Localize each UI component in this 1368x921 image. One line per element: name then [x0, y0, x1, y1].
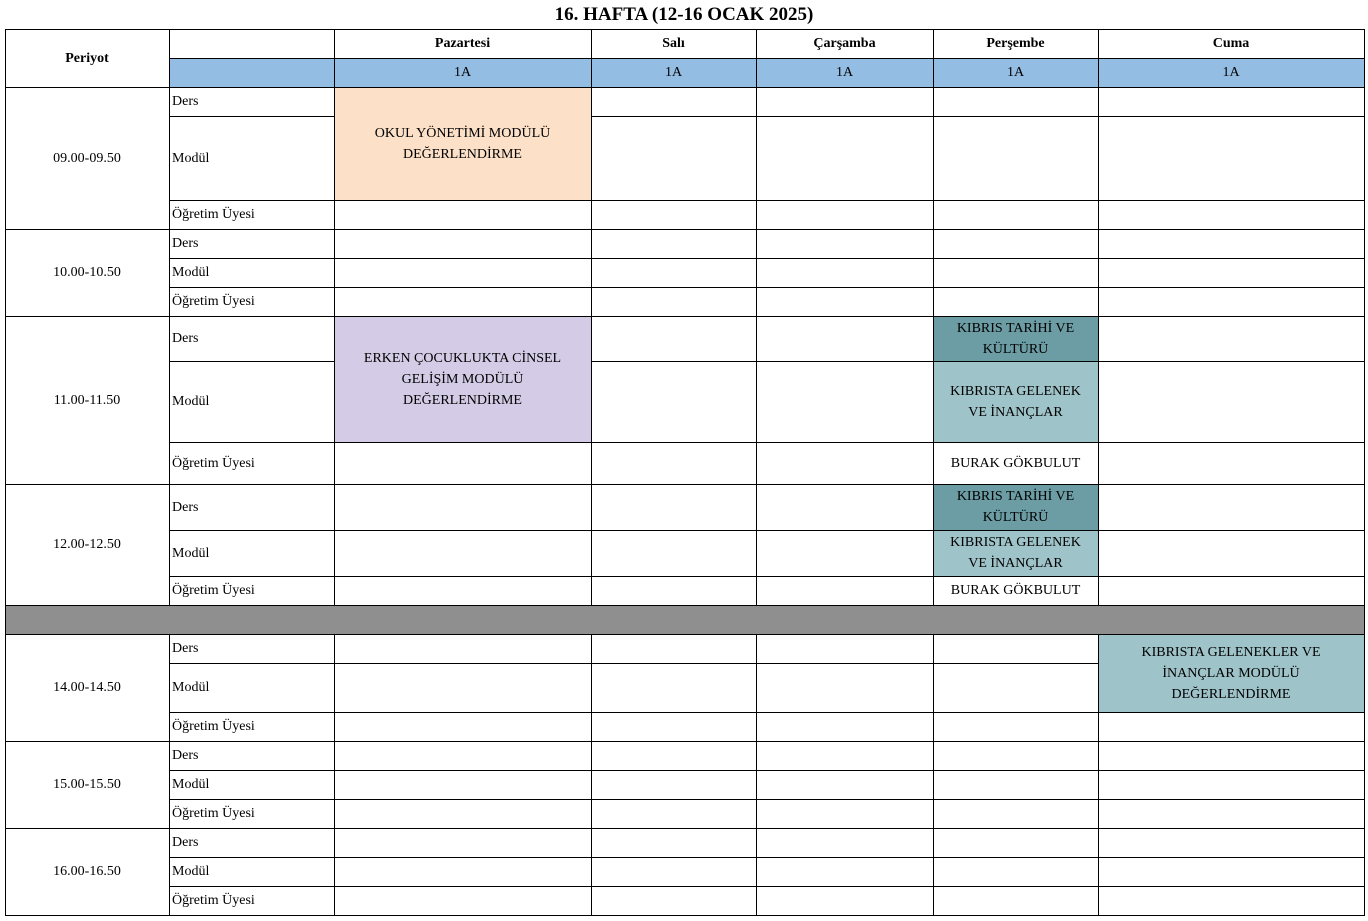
grid-line: [1098, 116, 1365, 117]
row-label-ogretim-uyesi: Öğretim Üyesi: [172, 719, 255, 734]
grid-line: [756, 361, 934, 362]
grid-line: [1098, 799, 1365, 800]
grid-line: [5, 87, 1365, 88]
grid-line: [5, 316, 6, 485]
grid-line: [756, 663, 934, 664]
grid-line: [169, 229, 170, 317]
grid-line: [334, 200, 592, 201]
period-label: 12.00-12.50: [53, 537, 121, 552]
grid-line: [933, 770, 1099, 771]
period-label: 14.00-14.50: [53, 680, 121, 695]
grid-line: [591, 258, 757, 259]
event-kibris-tarihi[interactable]: KIBRIS TARİHİ VE KÜLTÜRÜ: [933, 316, 1098, 361]
grid-line: [1098, 484, 1099, 606]
grid-line: [933, 361, 1099, 362]
grid-line: [1098, 29, 1099, 88]
grid-line: [169, 287, 335, 288]
grid-line: [933, 530, 1099, 531]
class-label-1: 1A: [334, 58, 591, 87]
grid-line: [591, 530, 757, 531]
grid-line: [1098, 741, 1099, 829]
grid-line: [334, 828, 335, 916]
grid-line: [334, 316, 335, 485]
grid-line: [933, 663, 1099, 664]
day-header-4: Perşembe: [986, 36, 1045, 51]
grid-line: [1098, 87, 1099, 230]
grid-line: [933, 712, 1099, 713]
grid-line: [169, 87, 170, 230]
grid-line: [933, 484, 934, 606]
grid-line: [1364, 634, 1365, 742]
grid-line: [169, 316, 170, 485]
grid-line: [334, 576, 592, 577]
grid-line: [334, 287, 592, 288]
event-okul-yonetimi[interactable]: OKUL YÖNETİMİ MODÜLÜ DEĞERLENDİRME: [334, 87, 591, 200]
grid-line: [1098, 200, 1365, 201]
grid-line: [756, 87, 757, 230]
grid-line: [334, 857, 592, 858]
grid-line: [1098, 442, 1365, 443]
grid-line: [5, 484, 1365, 485]
grid-line: [933, 116, 1099, 117]
grid-line: [169, 828, 170, 916]
grid-line: [591, 87, 592, 230]
period-label: 11.00-11.50: [53, 392, 121, 408]
grid-line: [591, 442, 757, 443]
row-label-ders: Ders: [172, 236, 199, 251]
row-label-ogretim-uyesi: Öğretim Üyesi: [172, 583, 255, 598]
grid-line: [591, 29, 592, 88]
grid-line: [1098, 634, 1099, 742]
grid-line: [591, 316, 592, 485]
grid-line: [5, 828, 6, 916]
grid-line: [933, 442, 1099, 443]
grid-line: [591, 741, 592, 829]
grid-line: [5, 484, 6, 606]
grid-line: [756, 712, 934, 713]
row-label-modul: Modül: [172, 777, 210, 792]
grid-line: [591, 663, 757, 664]
grid-line: [1098, 712, 1365, 713]
grid-line: [334, 29, 335, 88]
grid-line: [334, 886, 592, 887]
grid-line: [5, 29, 1365, 30]
grid-line: [334, 799, 592, 800]
grid-line: [334, 258, 592, 259]
grid-line: [169, 663, 335, 664]
grid-line: [5, 605, 6, 635]
grid-line: [5, 229, 1365, 230]
grid-line: [1098, 258, 1365, 259]
grid-line: [933, 576, 1099, 577]
grid-line: [1364, 29, 1365, 88]
grid-line: [591, 799, 757, 800]
grid-line: [591, 886, 757, 887]
day-header-2: Salı: [662, 36, 685, 51]
grid-line: [5, 634, 6, 742]
header-blue-band: [169, 58, 334, 87]
grid-line: [1098, 828, 1099, 916]
grid-line: [1364, 484, 1365, 606]
grid-line: [756, 29, 757, 88]
lunch-break-row: [5, 605, 1364, 634]
grid-line: [591, 634, 592, 742]
grid-line: [1098, 316, 1099, 485]
grid-line: [5, 605, 1365, 606]
grid-line: [169, 741, 170, 829]
grid-line: [169, 58, 1365, 59]
grid-line: [591, 116, 757, 117]
grid-line: [334, 712, 592, 713]
grid-line: [1098, 287, 1365, 288]
grid-line: [756, 576, 934, 577]
class-label-5: 1A: [1098, 58, 1364, 87]
period-label: 10.00-10.50: [53, 265, 121, 280]
grid-line: [933, 258, 1099, 259]
grid-line: [591, 200, 757, 201]
grid-line: [933, 886, 1099, 887]
grid-line: [169, 530, 335, 531]
grid-line: [933, 287, 1099, 288]
grid-line: [933, 87, 934, 230]
grid-line: [756, 116, 934, 117]
grid-line: [756, 770, 934, 771]
day-header-3: Çarşamba: [813, 36, 876, 51]
event-erken-cocukluk[interactable]: ERKEN ÇOCUKLUKTA CİNSEL GELİŞİM MODÜLÜ DEĞERLENDİRME: [334, 316, 591, 442]
grid-line: [591, 287, 757, 288]
grid-line: [756, 484, 757, 606]
row-label-ders: Ders: [172, 748, 199, 763]
grid-line: [591, 770, 757, 771]
grid-line: [1098, 229, 1099, 317]
row-label-modul: Modül: [172, 864, 210, 879]
grid-line: [1098, 857, 1365, 858]
row-label-modul: Modül: [172, 394, 210, 409]
grid-line: [169, 484, 170, 606]
grid-line: [756, 287, 934, 288]
grid-line: [933, 634, 934, 742]
grid-line: [756, 530, 934, 531]
day-header-5: Cuma: [1212, 36, 1250, 51]
grid-line: [1364, 741, 1365, 829]
grid-line: [756, 799, 934, 800]
grid-line: [169, 361, 335, 362]
event-kibrista-gelenek[interactable]: KIBRISTA GELENEK VE İNANÇLAR: [933, 361, 1098, 442]
day-header-1: Pazartesi: [434, 36, 491, 51]
grid-line: [334, 663, 592, 664]
grid-line: [591, 828, 592, 916]
grid-line: [756, 316, 757, 485]
period-label: 09.00-09.50: [53, 150, 121, 166]
periyot-header: Periyot: [65, 50, 109, 66]
grid-line: [169, 442, 335, 443]
grid-line: [933, 29, 934, 88]
row-label-ders: Ders: [172, 835, 199, 850]
grid-line: [933, 857, 1099, 858]
row-label-ogretim-uyesi: Öğretim Üyesi: [172, 806, 255, 821]
grid-line: [756, 857, 934, 858]
grid-line: [591, 484, 592, 606]
grid-line: [5, 87, 6, 230]
grid-line: [1364, 605, 1365, 635]
grid-line: [756, 886, 934, 887]
row-label-ders: Ders: [172, 331, 199, 346]
grid-line: [933, 799, 1099, 800]
class-label-3: 1A: [756, 58, 933, 87]
event-kibris-tarihi[interactable]: KIBRIS TARİHİ VE KÜLTÜRÜ: [933, 484, 1098, 530]
grid-line: [169, 799, 335, 800]
period-label: 16.00-16.50: [53, 864, 121, 879]
class-label-4: 1A: [933, 58, 1098, 87]
grid-line: [169, 576, 335, 577]
grid-line: [1098, 530, 1365, 531]
grid-line: [169, 258, 335, 259]
grid-line: [933, 229, 934, 317]
grid-line: [169, 116, 335, 117]
grid-line: [591, 857, 757, 858]
grid-line: [756, 200, 934, 201]
grid-line: [1364, 828, 1365, 916]
row-label-ogretim-uyesi: Öğretim Üyesi: [172, 455, 255, 471]
grid-line: [756, 741, 757, 829]
grid-line: [591, 712, 757, 713]
event-kibrista-gelenek[interactable]: KIBRISTA GELENEK VE İNANÇLAR: [933, 530, 1098, 576]
period-label: 15.00-15.50: [53, 777, 121, 792]
grid-line: [756, 634, 757, 742]
grid-line: [5, 915, 1365, 916]
grid-line: [334, 442, 592, 443]
grid-line: [334, 229, 335, 317]
grid-line: [933, 741, 934, 829]
grid-line: [5, 741, 1365, 742]
grid-line: [334, 741, 335, 829]
event-instructor[interactable]: BURAK GÖKBULUT: [950, 583, 1081, 598]
grid-line: [1364, 87, 1365, 230]
grid-line: [169, 634, 170, 742]
grid-line: [169, 200, 335, 201]
row-label-ogretim-uyesi: Öğretim Üyesi: [172, 893, 255, 908]
class-label-2: 1A: [591, 58, 756, 87]
row-label-modul: Modül: [172, 680, 210, 695]
grid-line: [756, 828, 757, 916]
event-kibrista-gelenekler-modul[interactable]: KIBRISTA GELENEKLER VE İNANÇLAR MODÜLÜ DEĞERLENDİRME: [1098, 634, 1364, 712]
event-instructor[interactable]: BURAK GÖKBULUT: [950, 455, 1081, 471]
grid-line: [933, 316, 934, 485]
grid-line: [591, 361, 757, 362]
grid-line: [169, 770, 335, 771]
grid-line: [1364, 316, 1365, 485]
row-label-ogretim-uyesi: Öğretim Üyesi: [172, 294, 255, 309]
row-label-ders: Ders: [172, 94, 199, 109]
grid-line: [5, 828, 1365, 829]
row-label-ders: Ders: [172, 499, 199, 515]
grid-line: [334, 530, 592, 531]
grid-line: [756, 258, 934, 259]
grid-line: [5, 316, 1365, 317]
row-label-ders: Ders: [172, 641, 199, 656]
grid-line: [1098, 770, 1365, 771]
row-label-ogretim-uyesi: Öğretim Üyesi: [172, 207, 255, 222]
grid-line: [334, 87, 335, 230]
grid-line: [591, 576, 757, 577]
grid-line: [169, 29, 170, 88]
grid-line: [5, 741, 6, 829]
grid-line: [756, 442, 934, 443]
grid-line: [334, 770, 592, 771]
grid-line: [169, 712, 335, 713]
grid-line: [5, 634, 1365, 635]
grid-line: [169, 857, 335, 858]
grid-line: [933, 828, 934, 916]
grid-line: [334, 484, 335, 606]
row-label-modul: Modül: [172, 545, 210, 561]
row-label-modul: Modül: [172, 265, 210, 280]
grid-line: [1098, 576, 1365, 577]
row-label-modul: Modül: [172, 150, 210, 166]
grid-line: [756, 229, 757, 317]
grid-line: [591, 229, 592, 317]
grid-line: [334, 634, 335, 742]
grid-line: [169, 886, 335, 887]
grid-line: [5, 29, 6, 88]
grid-line: [5, 229, 6, 317]
grid-line: [1098, 886, 1365, 887]
grid-line: [933, 200, 1099, 201]
grid-line: [1098, 361, 1365, 362]
grid-line: [1364, 229, 1365, 317]
page-title: 16. HAFTA (12-16 OCAK 2025): [554, 4, 814, 25]
